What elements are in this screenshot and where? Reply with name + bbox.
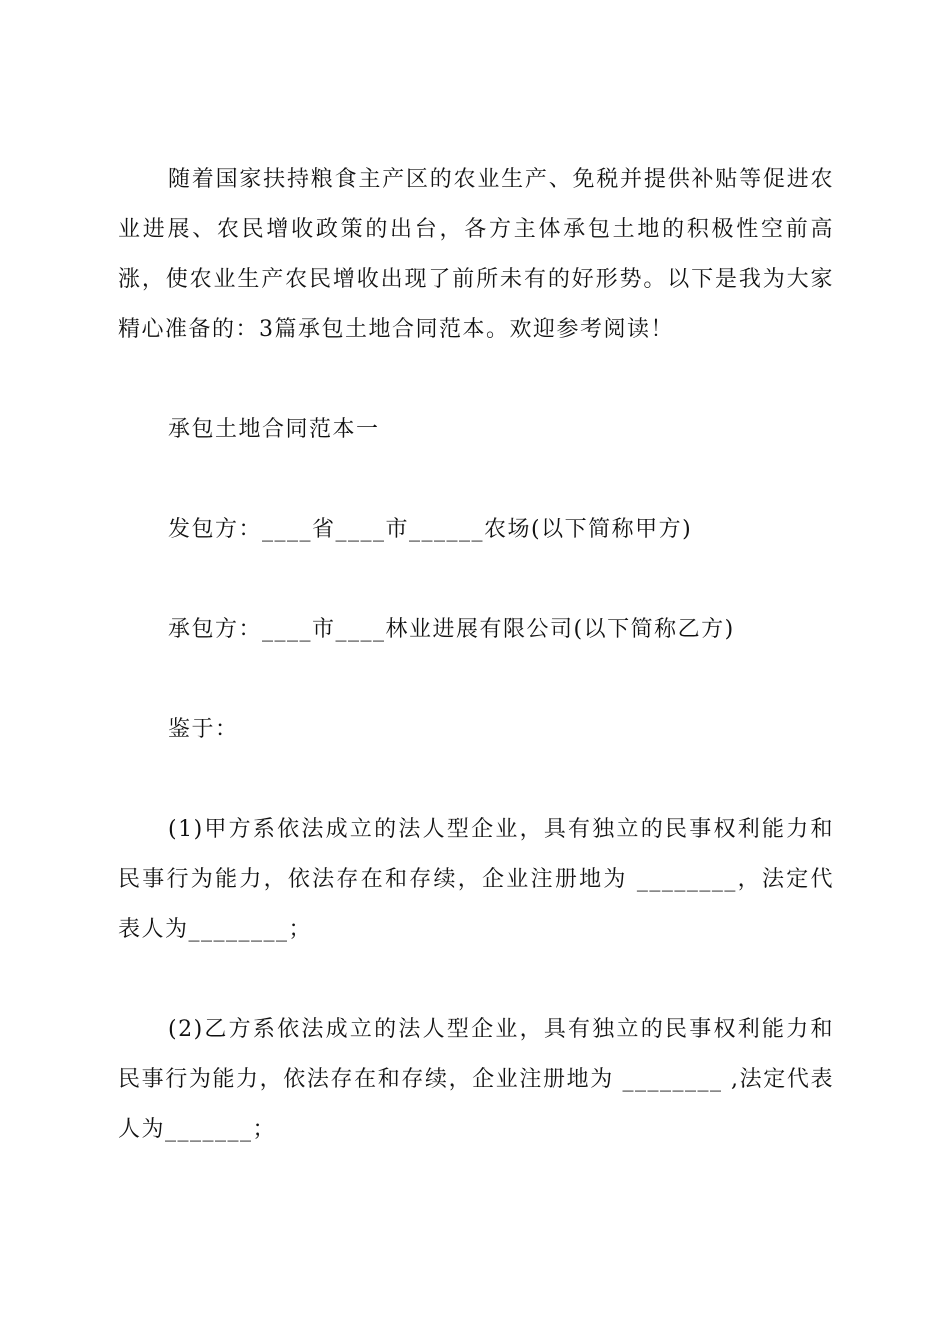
party-a-line: 发包方：____省____市______农场(以下简称甲方) [168,517,693,542]
whereas-label: 鉴于： [168,717,239,742]
clause-2-paragraph: (2)乙方系依法成立的法人型企业，具有独立的民事权利能力和民事行为能力，依法存在和存续，企业注册地为 ________ ,法定代表人为_______； [118,1017,834,1142]
contract-heading: 承包土地合同范本一 [168,417,380,442]
intro-paragraph: 随着国家扶持粮食主产区的农业生产、免税并提供补贴等促进农业进展、农民增收政策的出台，各方主体承包土地的积极性空前高涨，使农业生产农民增收出现了前所未有的好形势。以下是我为大家精心准备的：3篇承包土地合同范本。欢迎参考阅读！ [118,167,834,342]
clause-1-paragraph: (1)甲方系依法成立的法人型企业，具有独立的民事权利能力和民事行为能力，依法存在和存续，企业注册地为 ________，法定代表人为________； [118,817,834,942]
document-body [118,155,834,1155]
party-b-line: 承包方：____市____林业进展有限公司(以下简称乙方) [168,617,735,642]
